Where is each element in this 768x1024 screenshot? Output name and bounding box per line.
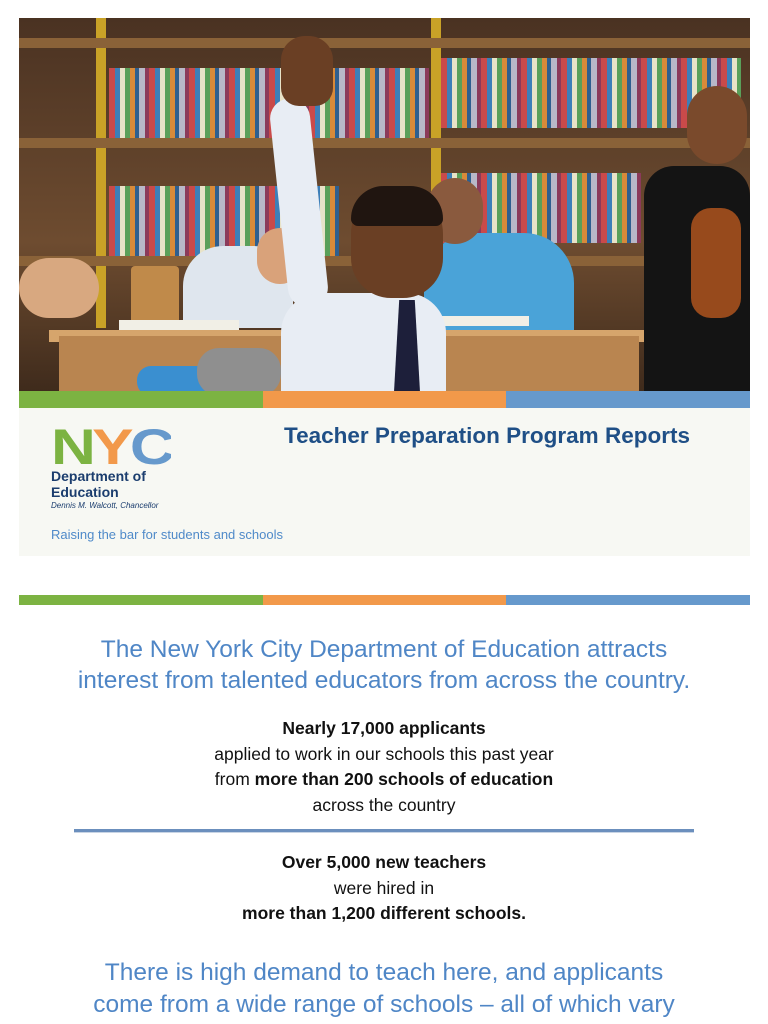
closing-text xyxy=(40,957,728,1021)
header-band xyxy=(19,408,750,556)
applicants-line-3-prefix: from xyxy=(214,769,255,789)
tagline: Raising the bar for students and schools xyxy=(51,527,283,542)
svg-text:NYC: N Y C xyxy=(51,424,163,466)
closing-line-1: There is high demand to teach here, and applicants xyxy=(104,959,664,986)
intro-line-2: interest from talented educators from across the country. xyxy=(77,667,691,694)
hires-stat xyxy=(70,850,698,927)
intro-text xyxy=(40,634,728,696)
report-title: Teacher Preparation Program Reports xyxy=(284,423,690,448)
applicants-line-3-bold: more than 200 schools of education xyxy=(254,769,554,789)
intro-line-1: The New York City Department of Education attracts xyxy=(100,636,668,663)
applicants-line-2: applied to work in our schools this past year xyxy=(214,743,554,764)
hires-line-3: more than 1,200 different schools. xyxy=(242,903,526,923)
chancellor-name: Dennis M. Walcott, Chancellor xyxy=(51,501,159,510)
hires-line-2: were hired in xyxy=(333,877,435,898)
section-divider xyxy=(74,829,694,833)
department-name: Department of Education xyxy=(51,468,146,500)
applicants-headline: Nearly 17,000 applicants xyxy=(282,718,486,738)
closing-line-2: come from a wide range of schools – all of which vary xyxy=(93,991,675,1018)
nyc-logo xyxy=(51,424,171,466)
color-bar-top xyxy=(19,391,750,408)
hires-headline: Over 5,000 new teachers xyxy=(281,852,487,872)
applicants-line-4: across the country xyxy=(312,794,456,815)
color-bar-divider xyxy=(19,595,750,605)
hero-photo xyxy=(19,18,750,391)
applicants-stat xyxy=(70,716,698,818)
